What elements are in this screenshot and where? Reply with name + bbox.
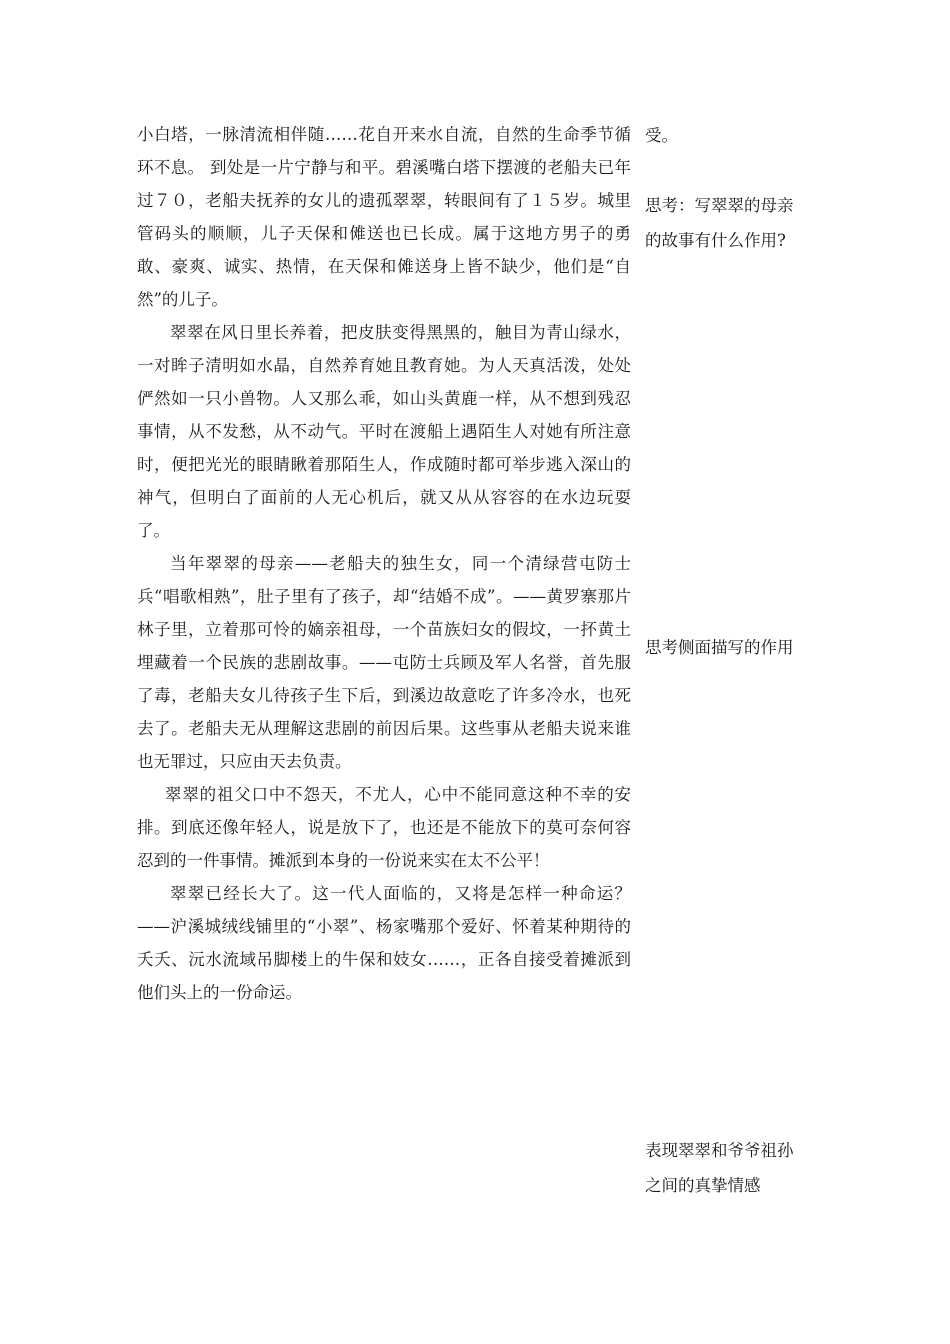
main-text-column — [137, 118, 631, 1009]
side-note-3 — [645, 630, 805, 665]
side-note-1 — [645, 118, 805, 153]
side-note-text: 受。 — [645, 126, 678, 145]
paragraph-3: 当年翠翠的母亲——老船夫的独生女，同一个清绿营屯防士兵“唱歌相熟”，肚子里有了孩子，却“结婚不成”。——黄罗寨那片林子里，立着那可怜的嫡亲祖母，一个苗族妇女的假坟，一抔黄土埋藏着一个民族的悲剧故事。——屯防士兵顾及军人名誉，首先服了毒，老船夫女儿待孩子生下后，到溪边故意吃了许多冷水，也死去了。老船夫无从理解这悲剧的前因后果。这些事从老船夫说来谁也无罪过，只应由天去负责。 — [137, 554, 631, 771]
paragraph-4: 翠翠的祖父口中不怨天，不尤人，心中不能同意这种不幸的安排。到底还像年轻人，说是放下了，也还是不能放下的莫可奈何容忍到的一件事情。摊派到本身的一份说来实在太不公平！ — [137, 785, 631, 870]
side-note-text: 思考侧面描写的作用 — [645, 638, 794, 657]
paragraph-2: 翠翠在风日里长养着，把皮肤变得黑黑的，触目为青山绿水，一对眸子清明如水晶，自然养育她且教育她。为人天真活泼，处处俨然如一只小兽物。人又那么乖，如山头黄鹿一样，从不想到残忍事情，从不发愁，从不动气。平时在渡船上遇陌生人对她有所注意时，便把光光的眼睛瞅着那陌生人，作成随时都可举步逃入深山的神气，但明白了面前的人无心机后，就又从从容容的在水边玩耍了。 — [137, 323, 631, 540]
side-note-text: 表现翠翠和爷爷祖孙之间的真挚情感 — [645, 1141, 794, 1195]
side-note-2 — [645, 188, 805, 258]
paragraph-1: 小白塔，一脉清流相伴随……花自开来水自流，自然的生命季节循环不息。 到处是一片宁静与和平。碧溪嘴白塔下摆渡的老船夫已年过７０，老船夫抚养的女儿的遗孤翠翠，转眼间有了１５岁。城里管码头的顺顺，儿子天保和傩送也已长成。属于这地方男子的勇敢、豪爽、诚实、热情，在天保和傩送身上皆不缺少，他们是“自然”的儿子。 — [137, 125, 631, 309]
paragraph-5: 翠翠已经长大了。这一代人面临的，又将是怎样一种命运？——沪溪城绒线铺里的“小翠”、杨家嘴那个爱好、怀着某种期待的夭夭、沅水流域吊脚楼上的牛保和妓女……，正各自接受着摊派到他们头上的一份命运。 — [137, 884, 631, 1002]
side-note-4 — [645, 1133, 805, 1203]
side-note-text: 思考：写翠翠的母亲的故事有什么作用? — [645, 196, 794, 250]
